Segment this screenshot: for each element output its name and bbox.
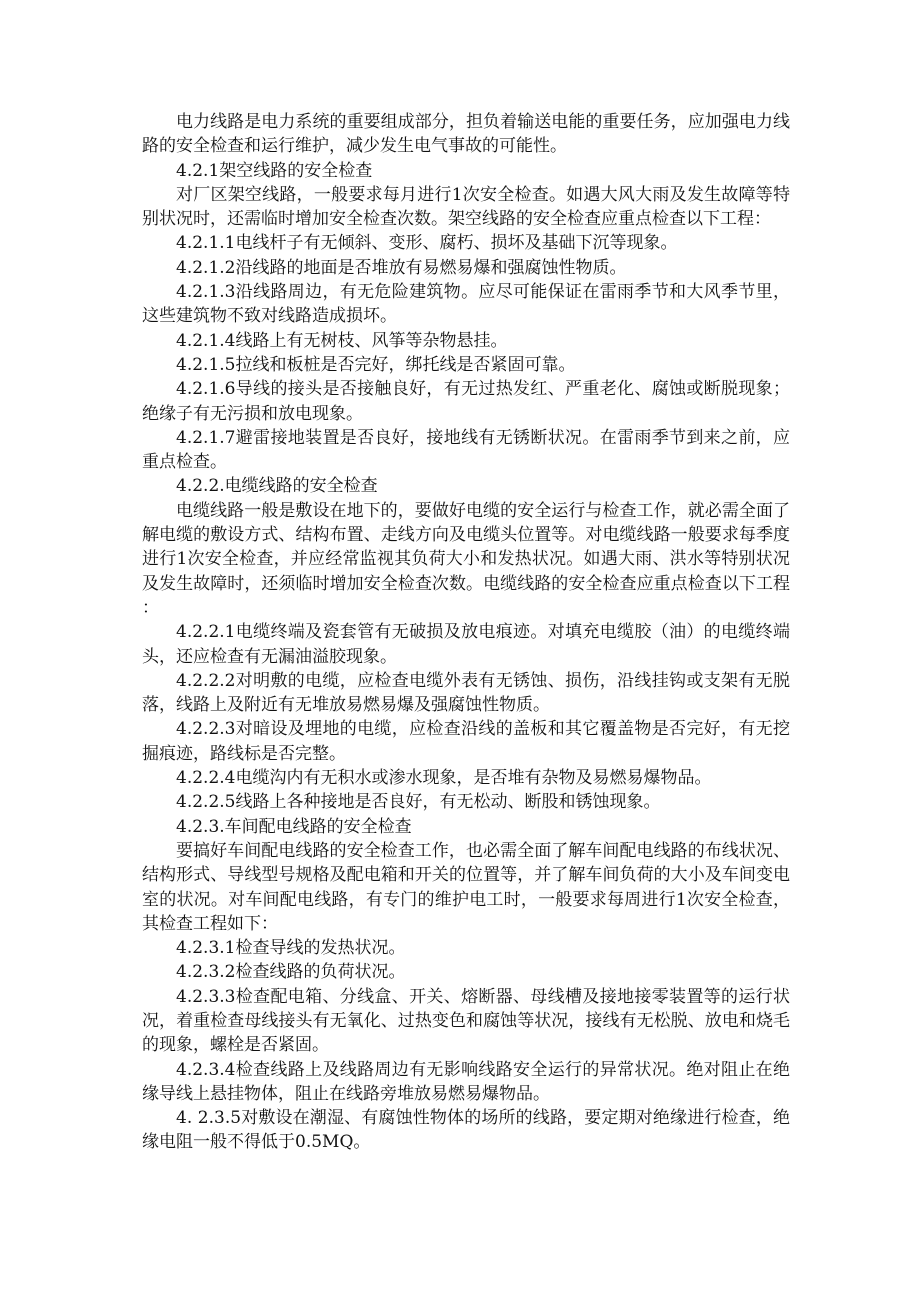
- item-4-2-3-5: 4. 2.3.5对敷设在潮湿、有腐蚀性物体的场所的线路，要定期对绝缘进行检查，绝缘电阻一般不得低于0.5MQ。: [142, 1108, 790, 1153]
- item-4-2-2-5: 4.2.2.5线路上各种接地是否良好，有无松动、断股和锈蚀现象。: [176, 792, 661, 813]
- item-4-2-3-2: 4.2.3.2检查线路的负荷状况。: [176, 962, 406, 983]
- intro-paragraph: 电力线路是电力系统的重要组成部分，担负着输送电能的重要任务，应加强电力线路的安全检查和运行维护，减少发生电气事故的可能性。: [142, 112, 790, 157]
- item-4-2-1-6: 4.2.1.6导线的接头是否接触良好，有无过热发红、严重老化、腐蚀或断脱现象；绝缘子有无污损和放电现象。: [142, 379, 790, 424]
- item-4-2-3-4: 4.2.3.4检查线路上及线路周边有无影响线路安全运行的异常状况。绝对阻止在绝缘导线上悬挂物体，阻止在线路旁堆放易燃易爆物品。: [142, 1059, 790, 1104]
- item-4-2-1-2: 4.2.1.2沿线路的地面是否堆放有易燃易爆和强腐蚀性物质。: [176, 257, 627, 278]
- item-4-2-1-7: 4.2.1.7避雷接地装置是否良好，接地线有无锈断状况。在雷雨季节到来之前，应重点检查。: [142, 427, 790, 473]
- item-4-2-2-4: 4.2.2.4电缆沟内有无积水或渗水现象，是否堆有杂物及易燃易爆物品。: [176, 768, 712, 789]
- item-4-2-2-2: 4.2.2.2对明敷的电缆，应检查电缆外表有无锈蚀、损伤，沿线挂钩或支架有无脱落，线路上及附近有无堆放易燃易爆及强腐蚀性物质。: [142, 670, 790, 716]
- item-4-2-1-4: 4.2.1.4线路上有无树枝、风筝等杂物悬挂。: [176, 330, 508, 351]
- paragraph-4-2-2-intro: 电缆线路一般是敷设在地下的，要做好电缆的安全运行与检查工作，就必需全面了解电缆的敷设方式、结构布置、走线方向及电缆头位置等。对电缆线路一般要求每季度进行1次安全检查，并应经常监视其负荷大小和发热状况。如遇大雨、洪水等特别状况及发生故障时，还须临时增加安全检查次数。电缆线路的安全检查应重点检查以下工程：: [142, 500, 790, 618]
- section-heading-4-2-1: 4.2.1架空线路的安全检查: [176, 160, 373, 181]
- item-4-2-1-1: 4.2.1.1电线杆子有无倾斜、变形、腐朽、损坏及基础下沉等现象。: [176, 233, 678, 254]
- paragraph-4-2-3-intro: 要搞好车间配电线路的安全检查工作，也必需全面了解车间配电线路的布线状况、结构形式、导线型号规格及配电箱和开关的位置等，并了解车间负荷的大小及车间变电室的状况。对车间配电线路，有专门的维护电工时，一般要求每周进行1次安全检查，其检查工程如下：: [142, 840, 790, 934]
- section-heading-4-2-2: 4.2.2.电缆线路的安全检查: [176, 476, 378, 497]
- document-page: [142, 110, 790, 1155]
- item-4-2-1-5: 4.2.1.5拉线和板桩是否完好，绑托线是否紧固可靠。: [176, 354, 576, 375]
- item-4-2-1-3: 4.2.1.3沿线路周边，有无危险建筑物。应尽可能保证在雷雨季节和大风季节里，这些建筑物不致对线路造成损坏。: [142, 282, 790, 327]
- item-4-2-3-1: 4.2.3.1检查导线的发热状况。: [176, 938, 406, 959]
- item-4-2-2-1: 4.2.2.1电缆终端及瓷套管有无破损及放电痕迹。对填充电缆胶（油）的电缆终端头，还应检查有无漏油溢胶现象。: [142, 622, 790, 667]
- section-heading-4-2-3: 4.2.3.车间配电线路的安全检查: [176, 816, 412, 837]
- item-4-2-3-3: 4.2.3.3检查配电箱、分线盒、开关、熔断器、母线槽及接地接零装置等的运行状况，着重检查母线接头有无氧化、过热变色和腐蚀等状况，接线有无松脱、放电和烧毛的现象，螺栓是否紧固。: [142, 986, 790, 1056]
- item-4-2-2-3: 4.2.2.3对暗设及埋地的电缆，应检查沿线的盖板和其它覆盖物是否完好，有无挖掘痕迹，路线标是否完整。: [142, 719, 790, 764]
- paragraph-4-2-1-intro: 对厂区架空线路，一般要求每月进行1次安全检查。如遇大风大雨及发生故障等特别状况时，还需临时增加安全检查次数。架空线路的安全检查应重点检查以下工程：: [142, 184, 790, 230]
